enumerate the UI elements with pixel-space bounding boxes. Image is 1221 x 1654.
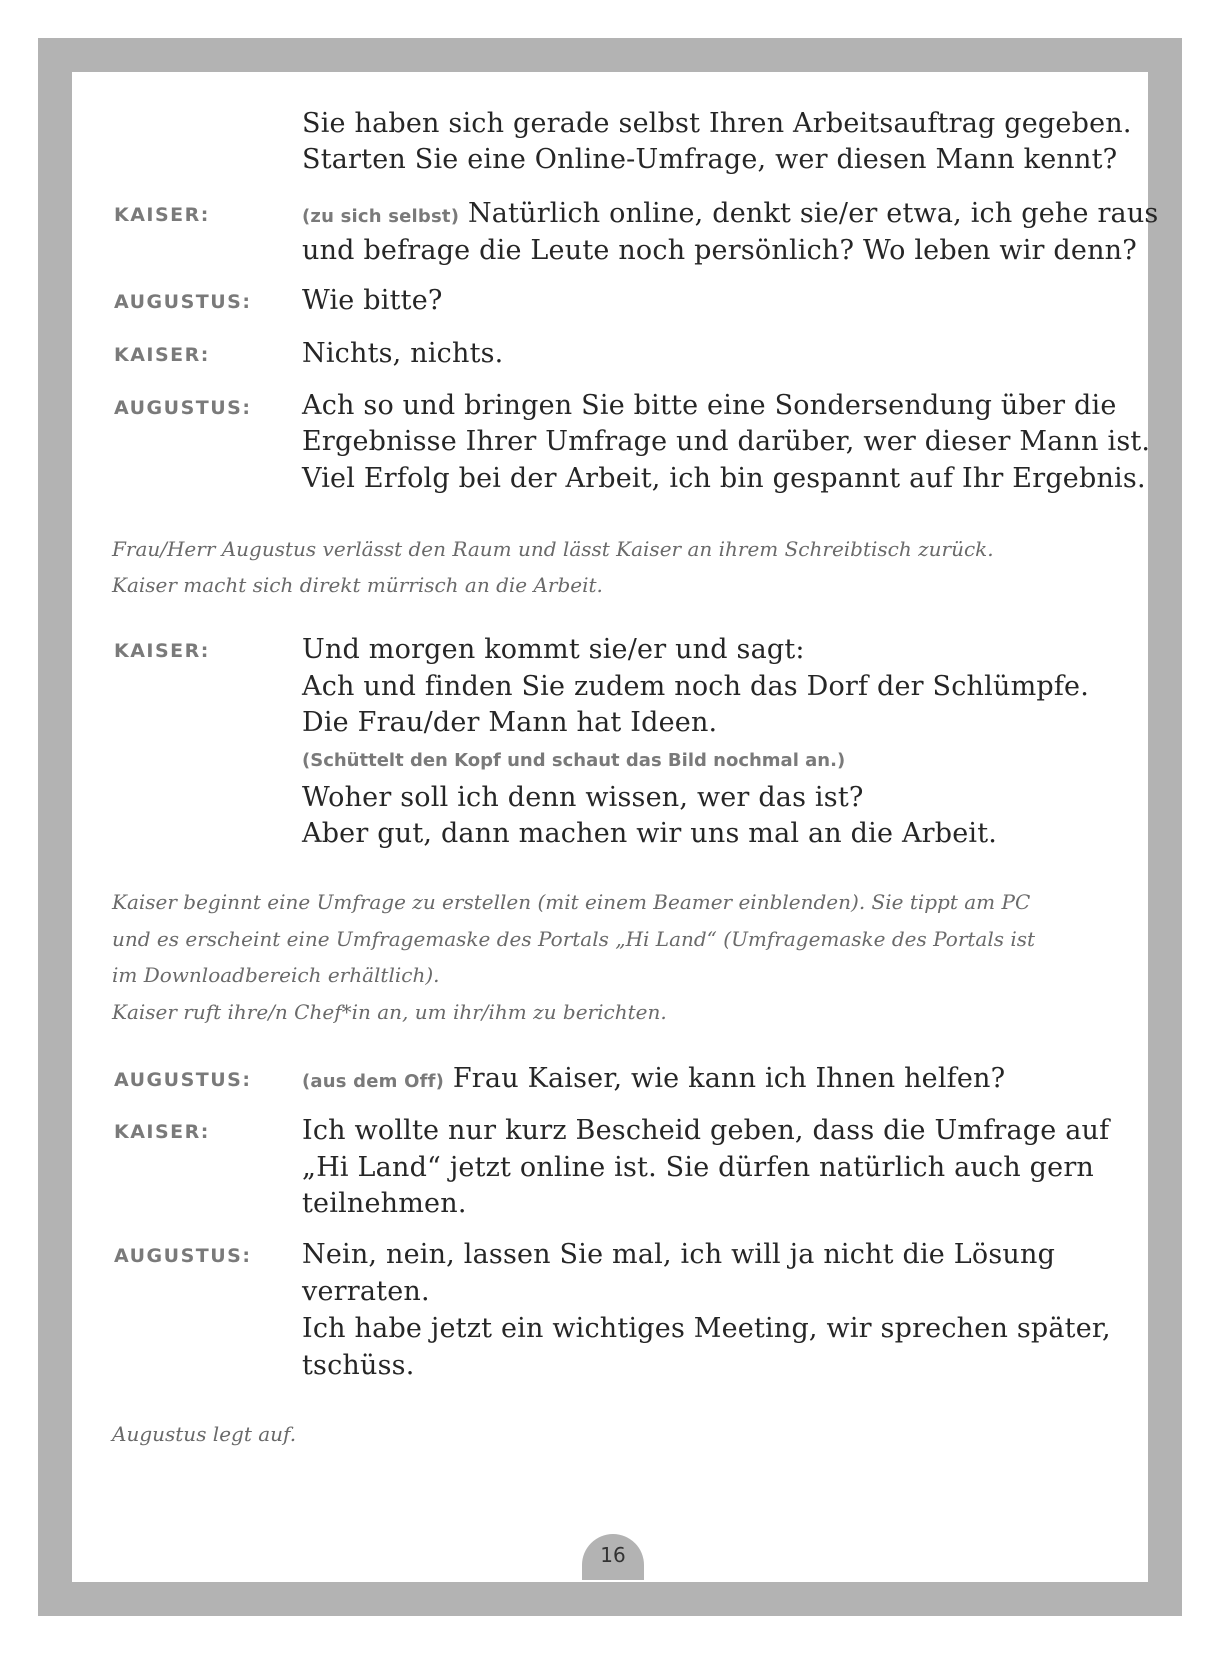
dialogue-line: Aber gut, dann machen wir uns mal an die Arbeit. [302, 818, 998, 849]
dialogue-line: Und morgen kommt sie/er und sagt: [302, 634, 805, 665]
dialogue-line: Wie bitte? [302, 285, 443, 316]
dialogue-line: Woher soll ich denn wissen, wer das ist? [302, 782, 864, 813]
dialogue-line: Ach so und bringen Sie bitte eine Sondersendung über die [302, 390, 1117, 421]
speaker-label: KAISER: [114, 640, 210, 662]
dialogue-line: teilnehmen. [302, 1188, 467, 1219]
speaker-label: AUGUSTUS: [114, 291, 252, 313]
stage-direction: Kaiser macht sich direkt mürrisch an die Arbeit. [112, 573, 603, 597]
speaker-label: KAISER: [114, 1121, 210, 1143]
dialogue-line: Ach und finden Sie zudem noch das Dorf der Schlümpfe. [302, 671, 1090, 702]
dialogue-line: Viel Erfolg bei der Arbeit, ich bin gespannt auf Ihr Ergebnis. [302, 463, 1146, 494]
stage-cue: (Schüttelt den Kopf und schaut das Bild nochmal an.) [302, 750, 846, 771]
speaker-label: AUGUSTUS: [114, 1069, 252, 1091]
stage-cue: (aus dem Off) [302, 1071, 445, 1092]
dialogue-line: Sie haben sich gerade selbst Ihren Arbeitsauftrag gegeben. [302, 108, 1132, 139]
speaker-label: AUGUSTUS: [114, 1245, 252, 1267]
dialogue-line: Ergebnisse Ihrer Umfrage und darüber, wer dieser Mann ist. [302, 426, 1151, 457]
dialogue-line: Ich wollte nur kurz Bescheid geben, dass die Umfrage auf [302, 1115, 1110, 1146]
dialogue-text: Natürlich online, denkt sie/er etwa, ich gehe raus [467, 198, 1159, 229]
stage-direction: Kaiser beginnt eine Umfrage zu erstellen (mit einem Beamer einblenden). Sie tippt am PC [112, 890, 1031, 914]
stage-direction: Augustus legt auf. [112, 1422, 297, 1446]
stage-direction: und es erscheint eine Umfragemaske des Portals „Hi Land“ (Umfragemaske des Portals ist [112, 927, 1036, 951]
stage-cue: (zu sich selbst) [302, 206, 460, 227]
dialogue-line [302, 198, 1159, 229]
stage-direction: Kaiser ruft ihre/n Chef*in an, um ihr/ihm zu berichten. [112, 1000, 667, 1024]
page-number: 16 [582, 1534, 644, 1580]
dialogue-line: Nein, nein, lassen Sie mal, ich will ja nicht die Lösung [302, 1239, 1056, 1270]
dialogue-line [302, 1063, 1005, 1094]
dialogue-text: Frau Kaiser, wie kann ich Ihnen helfen? [452, 1063, 1006, 1094]
dialogue-line: Starten Sie eine Online-Umfrage, wer diesen Mann kennt? [302, 144, 1118, 175]
dialogue-line: Nichts, nichts. [302, 338, 504, 369]
dialogue-line: „Hi Land“ jetzt online ist. Sie dürfen natürlich auch gern [302, 1152, 1095, 1183]
dialogue-line: Ich habe jetzt ein wichtiges Meeting, wir sprechen später, [302, 1313, 1111, 1344]
dialogue-line: verraten. [302, 1276, 430, 1307]
dialogue-line: Die Frau/der Mann hat Ideen. [302, 707, 718, 738]
speaker-label: KAISER: [114, 204, 210, 226]
stage-direction: Frau/Herr Augustus verlässt den Raum und lässt Kaiser an ihrem Schreibtisch zurück. [112, 537, 994, 561]
speaker-label: AUGUSTUS: [114, 397, 252, 419]
dialogue-line: tschüss. [302, 1350, 415, 1381]
stage-direction: im Downloadbereich erhältlich). [112, 963, 440, 987]
dialogue-line: und befrage die Leute noch persönlich? Wo leben wir denn? [302, 235, 1137, 266]
speaker-label: KAISER: [114, 344, 210, 366]
